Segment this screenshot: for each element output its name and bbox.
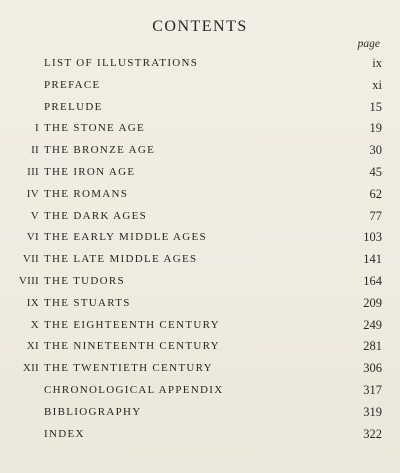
page-number: 249 <box>363 317 382 332</box>
entry-title: THE ROMANS <box>44 187 129 200</box>
page-number: 19 <box>369 121 382 136</box>
entry-title: THE LATE MIDDLE AGES <box>44 253 198 266</box>
toc-entry-eighteenth-century <box>0 317 400 339</box>
entry-title: PRELUDE <box>44 100 103 113</box>
entry-title: THE IRON AGE <box>44 165 136 178</box>
entry-title: THE TWENTIETH CENTURY <box>44 362 213 375</box>
page-number: 141 <box>363 252 382 267</box>
table-of-contents <box>0 55 400 447</box>
chapter-number: XII <box>22 362 39 375</box>
toc-entry-chronological-appendix <box>0 382 400 404</box>
entry-title: THE BRONZE AGE <box>44 144 156 157</box>
entry-title: THE STONE AGE <box>44 122 146 135</box>
chapter-number: IV <box>26 187 39 200</box>
page-number: 317 <box>363 382 382 397</box>
chapter-number: X <box>30 318 39 331</box>
chapter-number: I <box>35 122 39 135</box>
page-number: 164 <box>363 273 382 288</box>
page-number: ix <box>372 56 382 70</box>
page-number: 209 <box>363 295 382 310</box>
page-number: 45 <box>369 164 382 179</box>
entry-title: THE EARLY MIDDLE AGES <box>44 231 207 244</box>
chapter-number: IX <box>26 296 39 309</box>
entry-title: PREFACE <box>44 78 101 91</box>
toc-entry-bibliography <box>0 404 400 426</box>
chapter-number: VII <box>22 253 39 266</box>
chapter-number: II <box>31 144 39 157</box>
entry-title: INDEX <box>44 427 85 440</box>
entry-title: THE EIGHTEENTH CENTURY <box>44 318 220 331</box>
page-number: xi <box>372 77 382 92</box>
toc-entry-twentieth-century <box>0 360 400 382</box>
page-title: CONTENTS <box>152 18 248 35</box>
page-number: 103 <box>363 230 382 245</box>
page-number: 319 <box>363 404 382 419</box>
toc-entry-dark-ages <box>0 208 400 230</box>
toc-entry-romans <box>0 186 400 208</box>
toc-entry-list-of-illustrations <box>0 55 400 77</box>
toc-entry-nineteenth-century <box>0 338 400 360</box>
page-number: 322 <box>363 426 382 441</box>
entry-title: THE STUARTS <box>44 296 131 309</box>
page-number: 15 <box>369 99 382 114</box>
entry-title: BIBLIOGRAPHY <box>44 405 142 418</box>
toc-entry-late-middle-ages <box>0 251 400 273</box>
entry-title: THE TUDORS <box>44 274 125 287</box>
toc-entry-early-middle-ages <box>0 229 400 251</box>
chapter-number: VI <box>26 231 39 244</box>
entry-title: THE DARK AGES <box>44 209 148 222</box>
toc-entry-bronze-age <box>0 142 400 164</box>
chapter-number: V <box>30 209 39 222</box>
toc-entry-preface <box>0 77 400 99</box>
page-number: 281 <box>363 339 382 354</box>
page-number: 306 <box>363 361 382 376</box>
entry-title: CHRONOLOGICAL APPENDIX <box>44 383 224 396</box>
chapter-number: III <box>27 165 39 178</box>
page-number: 30 <box>369 143 382 158</box>
toc-entry-index <box>0 426 400 448</box>
chapter-number: VIII <box>18 274 39 287</box>
toc-entry-prelude <box>0 99 400 121</box>
chapter-number: XI <box>26 340 39 353</box>
toc-entry-iron-age <box>0 164 400 186</box>
page-number: 77 <box>369 208 382 223</box>
entry-title: LIST OF ILLUSTRATIONS <box>44 57 199 69</box>
page-column-label: page <box>357 38 380 50</box>
toc-entry-tudors <box>0 273 400 295</box>
toc-entry-stone-age <box>0 120 400 142</box>
entry-title: THE NINETEENTH CENTURY <box>44 340 220 353</box>
page-number: 62 <box>369 186 382 201</box>
toc-entry-stuarts <box>0 295 400 317</box>
